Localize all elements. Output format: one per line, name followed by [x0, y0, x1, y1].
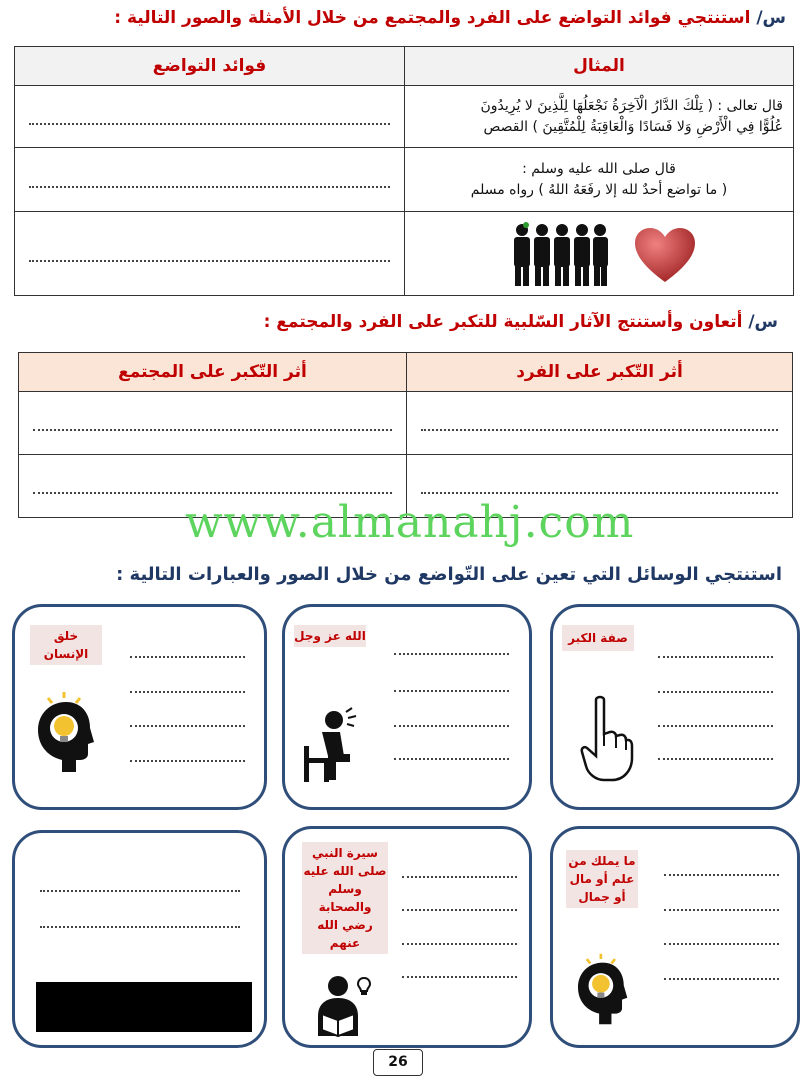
col-header-benefits: فوائد التواضع [15, 47, 405, 86]
question-text: أتعاون وأستنتج الآثار السّلبية للتكبر على الفرد والمجتمع : [263, 312, 743, 332]
answer-line[interactable] [664, 968, 779, 980]
answer-line[interactable] [33, 478, 392, 494]
clue-tag: صفة الكبر [562, 625, 634, 651]
answer-line[interactable] [394, 643, 509, 655]
answer-line[interactable] [130, 750, 245, 762]
clue-tag: الله عز وجل [294, 625, 366, 647]
answer-line[interactable] [402, 966, 517, 978]
answer-line[interactable] [40, 916, 240, 928]
answer-cell-2[interactable] [15, 148, 405, 212]
answer-line[interactable] [402, 933, 517, 945]
answer-line[interactable] [658, 715, 773, 727]
answer-line[interactable] [421, 478, 778, 494]
answer-line[interactable] [130, 646, 245, 658]
watermark: www.almanahj.com [185, 497, 635, 548]
person-reading-icon [310, 974, 378, 1038]
arrogance-effects-table [18, 352, 793, 518]
answer-line[interactable] [394, 680, 509, 692]
head-lightbulb-icon [572, 952, 628, 1026]
answer-line[interactable] [394, 715, 509, 727]
question-text: استنتجي فوائد التواضع على الفرد والمجتمع من خلال الأمثلة والصور التالية : [114, 8, 751, 28]
group-of-people-icon [510, 222, 610, 288]
answer-line[interactable] [402, 899, 517, 911]
answer-line[interactable] [658, 646, 773, 658]
example-cell-3 [405, 212, 794, 296]
answer-line[interactable] [130, 715, 245, 727]
quran-verse-line-1: قال تعالى : ( تِلْكَ الدَّارُ الْآخِرَةُ نَجْعَلُهَا لِلَّذِينَ لا يُرِيدُونَ [480, 97, 783, 114]
question-prefix: س/ [756, 8, 786, 28]
col-header-individual: أثر التّكبر على الفرد [407, 353, 793, 392]
answer-line[interactable] [664, 864, 779, 876]
benefits-table [14, 46, 794, 296]
head-lightbulb-icon [32, 690, 94, 774]
example-cell-2 [405, 148, 794, 212]
question-prefix: س/ [748, 312, 778, 332]
redacted-image [36, 982, 252, 1032]
person-thinking-icon [300, 706, 364, 782]
heart-icon [633, 226, 697, 284]
society-answer-1[interactable] [19, 392, 407, 455]
answer-line[interactable] [402, 866, 517, 878]
page-number: 26 [373, 1049, 423, 1076]
answer-line[interactable] [421, 415, 778, 431]
col-header-society: أثر التّكبر على المجتمع [19, 353, 407, 392]
answer-line[interactable] [40, 880, 240, 892]
individual-answer-1[interactable] [407, 392, 793, 455]
hadith-line-2: ( ما تواضع أحدٌ لله إلا رفَعَهُ اللهُ ) رواه مسلم [470, 181, 728, 198]
hadith-line-1: قال صلى الله عليه وسلم : [522, 160, 676, 177]
answer-line[interactable] [33, 415, 392, 431]
answer-line[interactable] [658, 681, 773, 693]
question-3-title: استنتجي الوسائل التي تعين على التّواضع من خلال الصور والعبارات التالية : [116, 564, 782, 585]
answer-line[interactable] [29, 246, 390, 262]
answer-line[interactable] [658, 748, 773, 760]
answer-line[interactable] [130, 681, 245, 693]
answer-line[interactable] [394, 748, 509, 760]
clue-tag: خلق الإنسان [30, 625, 102, 665]
answer-line[interactable] [29, 172, 390, 188]
quran-verse-line-2: عُلُوًّا فِي الْأَرْضِ وَلا فَسَادًا وَالْعَاقِبَةُ لِلْمُتَّقِينَ ) القصص [483, 118, 783, 135]
clue-tag: سيرة النبي صلى الله عليه وسلم والصحابة رضي الله عنهم [302, 842, 388, 954]
question-1-title [114, 8, 786, 28]
answer-line[interactable] [29, 109, 390, 125]
col-header-example: المثال [405, 47, 794, 86]
answer-line[interactable] [664, 899, 779, 911]
answer-cell-3[interactable] [15, 212, 405, 296]
answer-cell-1[interactable] [15, 86, 405, 148]
answer-line[interactable] [664, 933, 779, 945]
clue-tag: ما يملك من علم أو مال أو جمال [566, 850, 638, 908]
example-cell-1 [405, 86, 794, 148]
pointing-finger-icon [574, 694, 634, 784]
question-2-title [264, 312, 778, 332]
